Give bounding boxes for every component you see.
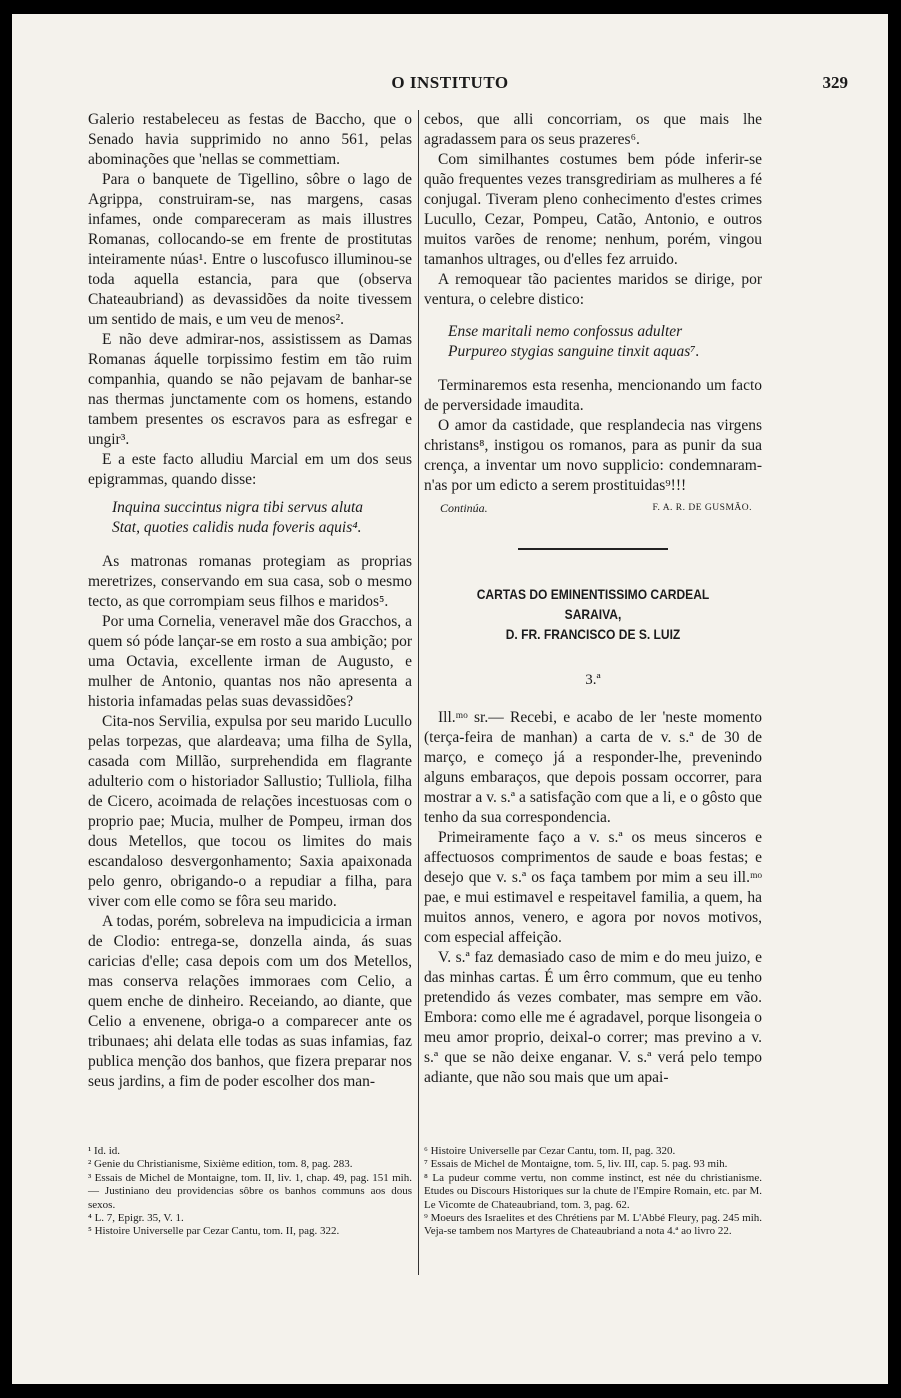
section-title-line: D. FR. FRANCISCO DE S. LUIZ xyxy=(505,626,681,642)
left-column xyxy=(88,110,412,1092)
section-separator xyxy=(518,548,668,550)
running-header-title: O INSTITUTO xyxy=(391,73,509,92)
section-title-line: CARTAS DO EMINENTISSIMO CARDEAL SARAIVA, xyxy=(476,586,710,622)
paragraph: A todas, porém, sobreleva na impudicicia a irman de Clodio: entrega-se, donzella ainda, ás suas caricias d'elle; casa depois com um dos Metellos, mas conserva relações immoraes com Celio, a quem enche de dinheiro. Receiando, ao diante, que Celio a envenene, obriga-o a comparecer ante os tribunaes; ahi delata elle todas as suas infamias, faz publica menção dos banhos, que fizera preparar nos seus jardins, a fim de poder escolher dos man- xyxy=(88,913,412,1090)
verse-line: Ense maritali nemo confossus adulter xyxy=(448,323,683,340)
paragraph: E não deve admirar-nos, assistissem as Damas Romanas áquelle torpissimo festim em tão ruim companhia, quando se não pejavam de banhar-se nas thermas junctamente com os homens, estando tambem presentes os escravos para as esfregar e ungir³. xyxy=(88,331,412,448)
paragraph: V. s.ª faz demasiado caso de mim e do meu juizo, e das minhas cartas. É um êrro commum, que eu tenho pretendido ás vezes combater, mas sempre em vão. Embora: como elle me é agradavel, porque lisongeia o meu amor proprio, deixal-o correr; mas previno a v. s.ª que se não deixe enganar. V. s.ª verá pelo tempo adiante, que não sou mais que um apai- xyxy=(424,949,762,1086)
verse-line: Stat, quoties calidis nuda foveris aquis⁴. xyxy=(112,519,362,536)
latin-verse xyxy=(112,498,412,538)
verse-line: Inquina succintus nigra tibi servus aluta xyxy=(112,499,364,516)
footnotes-left xyxy=(88,1145,412,1239)
paragraph: Galerio restabeleceu as festas de Baccho, que o Senado havia supprimido no anno 561, pelas abominações que 'nellas se commettiam. xyxy=(88,111,412,168)
paragraph: Terminaremos esta resenha, mencionando um facto de perversidade imaudita. xyxy=(424,377,762,414)
latin-verse xyxy=(448,322,762,362)
document-page xyxy=(12,14,888,1384)
footnote: ⁴ L. 7, Epigr. 35, V. 1. xyxy=(88,1212,184,1225)
verse-line: Purpureo stygias sanguine tinxit aquas⁷. xyxy=(448,343,700,360)
paragraph: Por uma Cornelia, veneravel mãe dos Gracchos, a quem só póde lançar-se em rosto a sua ambição; por uma Octavia, excellente irman de Augusto, e mulher de Antonio, quantas nos não apresenta a historia infamadas pelas suas devassidões? xyxy=(88,613,412,710)
section-title xyxy=(448,584,739,644)
footnote: ³ Essais de Michel de Montaigne, tom. II, liv. 1, chap. 49, pag. 151 mih.— Justiniano deu providencias sôbre os banhos communs aos dous sexos. xyxy=(88,1171,412,1211)
footnote: ¹ Id. id. xyxy=(88,1145,121,1157)
paragraph: E a este facto alludiu Marcial em um dos seus epigrammas, quando disse: xyxy=(88,451,412,488)
paragraph: Primeiramente faço a v. s.ª os meus sinceros e affectuosos comprimentos de saude e boas festas; e desejo que v. s.ª os faça tambem por mim a seu ill.ᵐᵒ pae, e mui estimavel e respeitavel familia, a quem, ha muitos annos, venero, e agora por novos motivos, com especial affeição. xyxy=(424,829,762,946)
footnotes-right xyxy=(424,1145,762,1239)
paragraph: cebos, que alli concorriam, os que mais lhe agradassem para os seus prazeres⁶. xyxy=(424,111,762,148)
author-name: F. A. R. DE GUSMÃO. xyxy=(652,503,752,513)
footnote: ⁸ La pudeur comme vertu, non comme instinct, est née du christianisme. Etudes ou Discours Historiques sur la chute de l'Empire Romain, etc. par M. Le Vicomte de Chateaubriand, tom. 3, pag. 62. xyxy=(424,1171,762,1211)
footnote: ⁷ Essais de Michel de Montaigne, tom. 5, liv. III, cap. 5. pag. 93 mih. xyxy=(424,1158,728,1171)
paragraph: Ill.ᵐᵒ sr.— Recebi, e acabo de ler 'neste momento (terça-feira de manhan) a carta de v. s.ª de 30 de março, e começo já a responder-lhe, prevenindo alguns embaraços, que depois possam occorrer, para mostrar a v. s.ª a satisfação com que a li, e o gôsto que tenho da sua correspondencia. xyxy=(424,709,762,826)
footnote: ² Genie du Christianisme, Sixième edition, tom. 8, pag. 283. xyxy=(88,1158,353,1171)
paragraph: As matronas romanas protegiam as proprias meretrizes, conservando em sua casa, sob o mesmo tecto, as que corrompiam seus filhos e maridos⁵. xyxy=(88,553,412,610)
continua-note: Continúa. xyxy=(440,501,488,515)
column-divider xyxy=(418,110,419,1275)
paragraph: A remoquear tão pacientes maridos se dirige, por ventura, o celebre distico: xyxy=(424,271,762,308)
footnote: ⁶ Histoire Universelle par Cezar Cantu, tom. II, pag. 320. xyxy=(424,1145,676,1157)
article-signature xyxy=(424,498,762,518)
paragraph: O amor da castidade, que resplandecia nas virgens christans⁸, instigou os romanos, para as punir da sua crença, a inventar um novo supplicio: condemnaram-n'as por um edicto a serem prostituidas⁹!!! xyxy=(424,417,762,494)
footnote: ⁹ Moeurs des Israelites et des Chrétiens par M. L'Abbé Fleury, pag. 245 mih. Veja-se tambem nos Martyres de Chateaubriand a nota 4.ª ao livro 22. xyxy=(424,1212,762,1238)
footnote: ⁵ Histoire Universelle par Cezar Cantu, tom. II, pag. 322. xyxy=(88,1225,340,1238)
page-number: 329 xyxy=(822,73,848,92)
letter-number: 3.ª xyxy=(585,672,601,688)
right-column xyxy=(424,110,762,1088)
paragraph: Para o banquete de Tigellino, sôbre o lago de Agrippa, construiram-se, nas margens, casas infames, onde compareceram as mais illustres Romanas, collocando-se em frente de prostitutas inteiramente núas¹. Entre o luscofusco illuminou-se toda aquella estancia, para que (observa Chateaubriand) as devassidões da noite tivessem um sentido de mais, e um veu de menos². xyxy=(88,171,412,328)
paragraph: Cita-nos Servilia, expulsa por seu marido Lucullo pelas torpezas, que alardeava; uma filha de Sylla, casada com Millão, surprehendida em flagrante adulterio com o historiador Sallustio; Tulliola, filha de Cicero, acoimada de relações incestuosas com o proprio pae; Mucia, mulher de Pompeu, irman dos dous Metellos, que tocou os limites do mais escandaloso desvergonhamento; Saxia apaixonada pelo genro, obrigando-o a repudiar a filha, para viver com elle como se fôra seu marido. xyxy=(88,713,412,910)
paragraph: Com similhantes costumes bem póde inferir-se quão frequentes vezes transgrediriam as mulheres a fé conjugal. Tiveram pleno conhecimento d'estes crimes Lucullo, Cezar, Pompeu, Catão, Antonio, e outros muitos varões de renome; nenhum, porém, vingou tamanhos ultrages, ou d'elles fez arruido. xyxy=(424,151,762,268)
